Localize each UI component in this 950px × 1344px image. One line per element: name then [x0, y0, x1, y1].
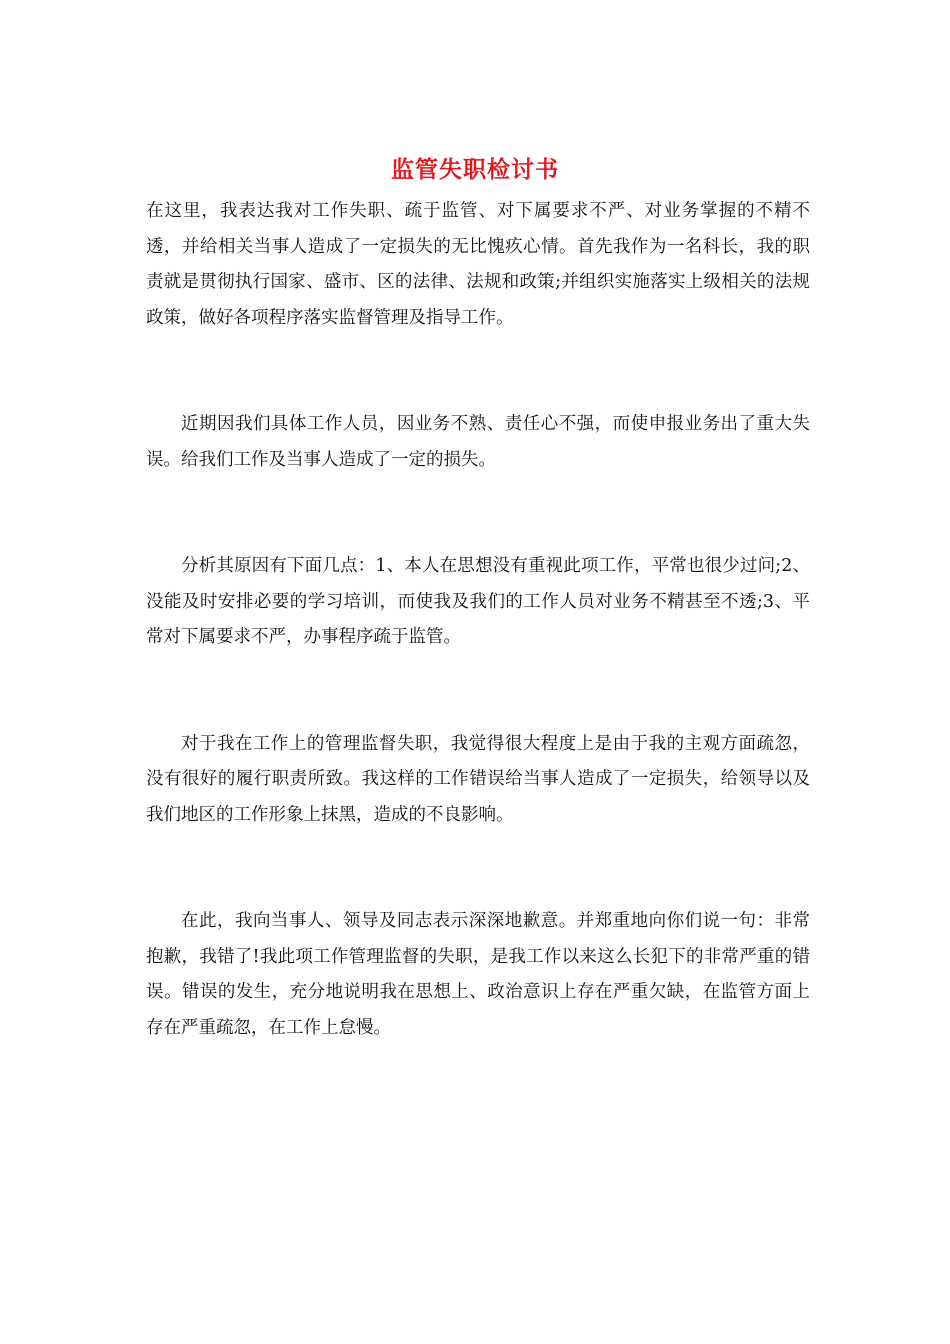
paragraph-2: 近期因我们具体工作人员，因业务不熟、责任心不强，而使申报业务出了重大失误。给我们工作及当事人造成了一定的损失。: [146, 414, 810, 470]
paragraph-4: 对于我在工作上的管理监督失职，我觉得很大程度上是由于我的主观方面疏忽，没有很好的履行职责所致。我这样的工作错误给当事人造成了一定损失，给领导以及我们地区的工作形象上抹黑，造成的不良影响。: [146, 733, 810, 825]
document-body: [146, 194, 810, 1046]
paragraph-5: 在此，我向当事人、领导及同志表示深深地歉意。并郑重地向你们说一句：非常抱歉，我错了!我此项工作管理监督的失职，是我工作以来这么长犯下的非常严重的错误。错误的发生，充分地说明我在思想上、政治意识上存在严重欠缺，在监管方面上存在严重疏忽，在工作上怠慢。: [146, 911, 810, 1038]
paragraph-3: 分析其原因有下面几点：1、本人在思想没有重视此项工作，平常也很少过问;2、没能及时安排必要的学习培训，而使我及我们的工作人员对业务不精甚至不透;3、平常对下属要求不严，办事程序疏于监管。: [146, 556, 810, 647]
document-title: 监管失职检讨书: [391, 156, 559, 183]
paragraph-1: 在这里，我表达我对工作失职、疏于监管、对下属要求不严、对业务掌握的不精不透，并给相关当事人造成了一定损失的无比愧疚心情。首先我作为一名科长，我的职责就是贯彻执行国家、盛市、区的法律、法规和政策;并组织实施落实上级相关的法规政策，做好各项程序落实监督管理及指导工作。: [146, 201, 810, 328]
